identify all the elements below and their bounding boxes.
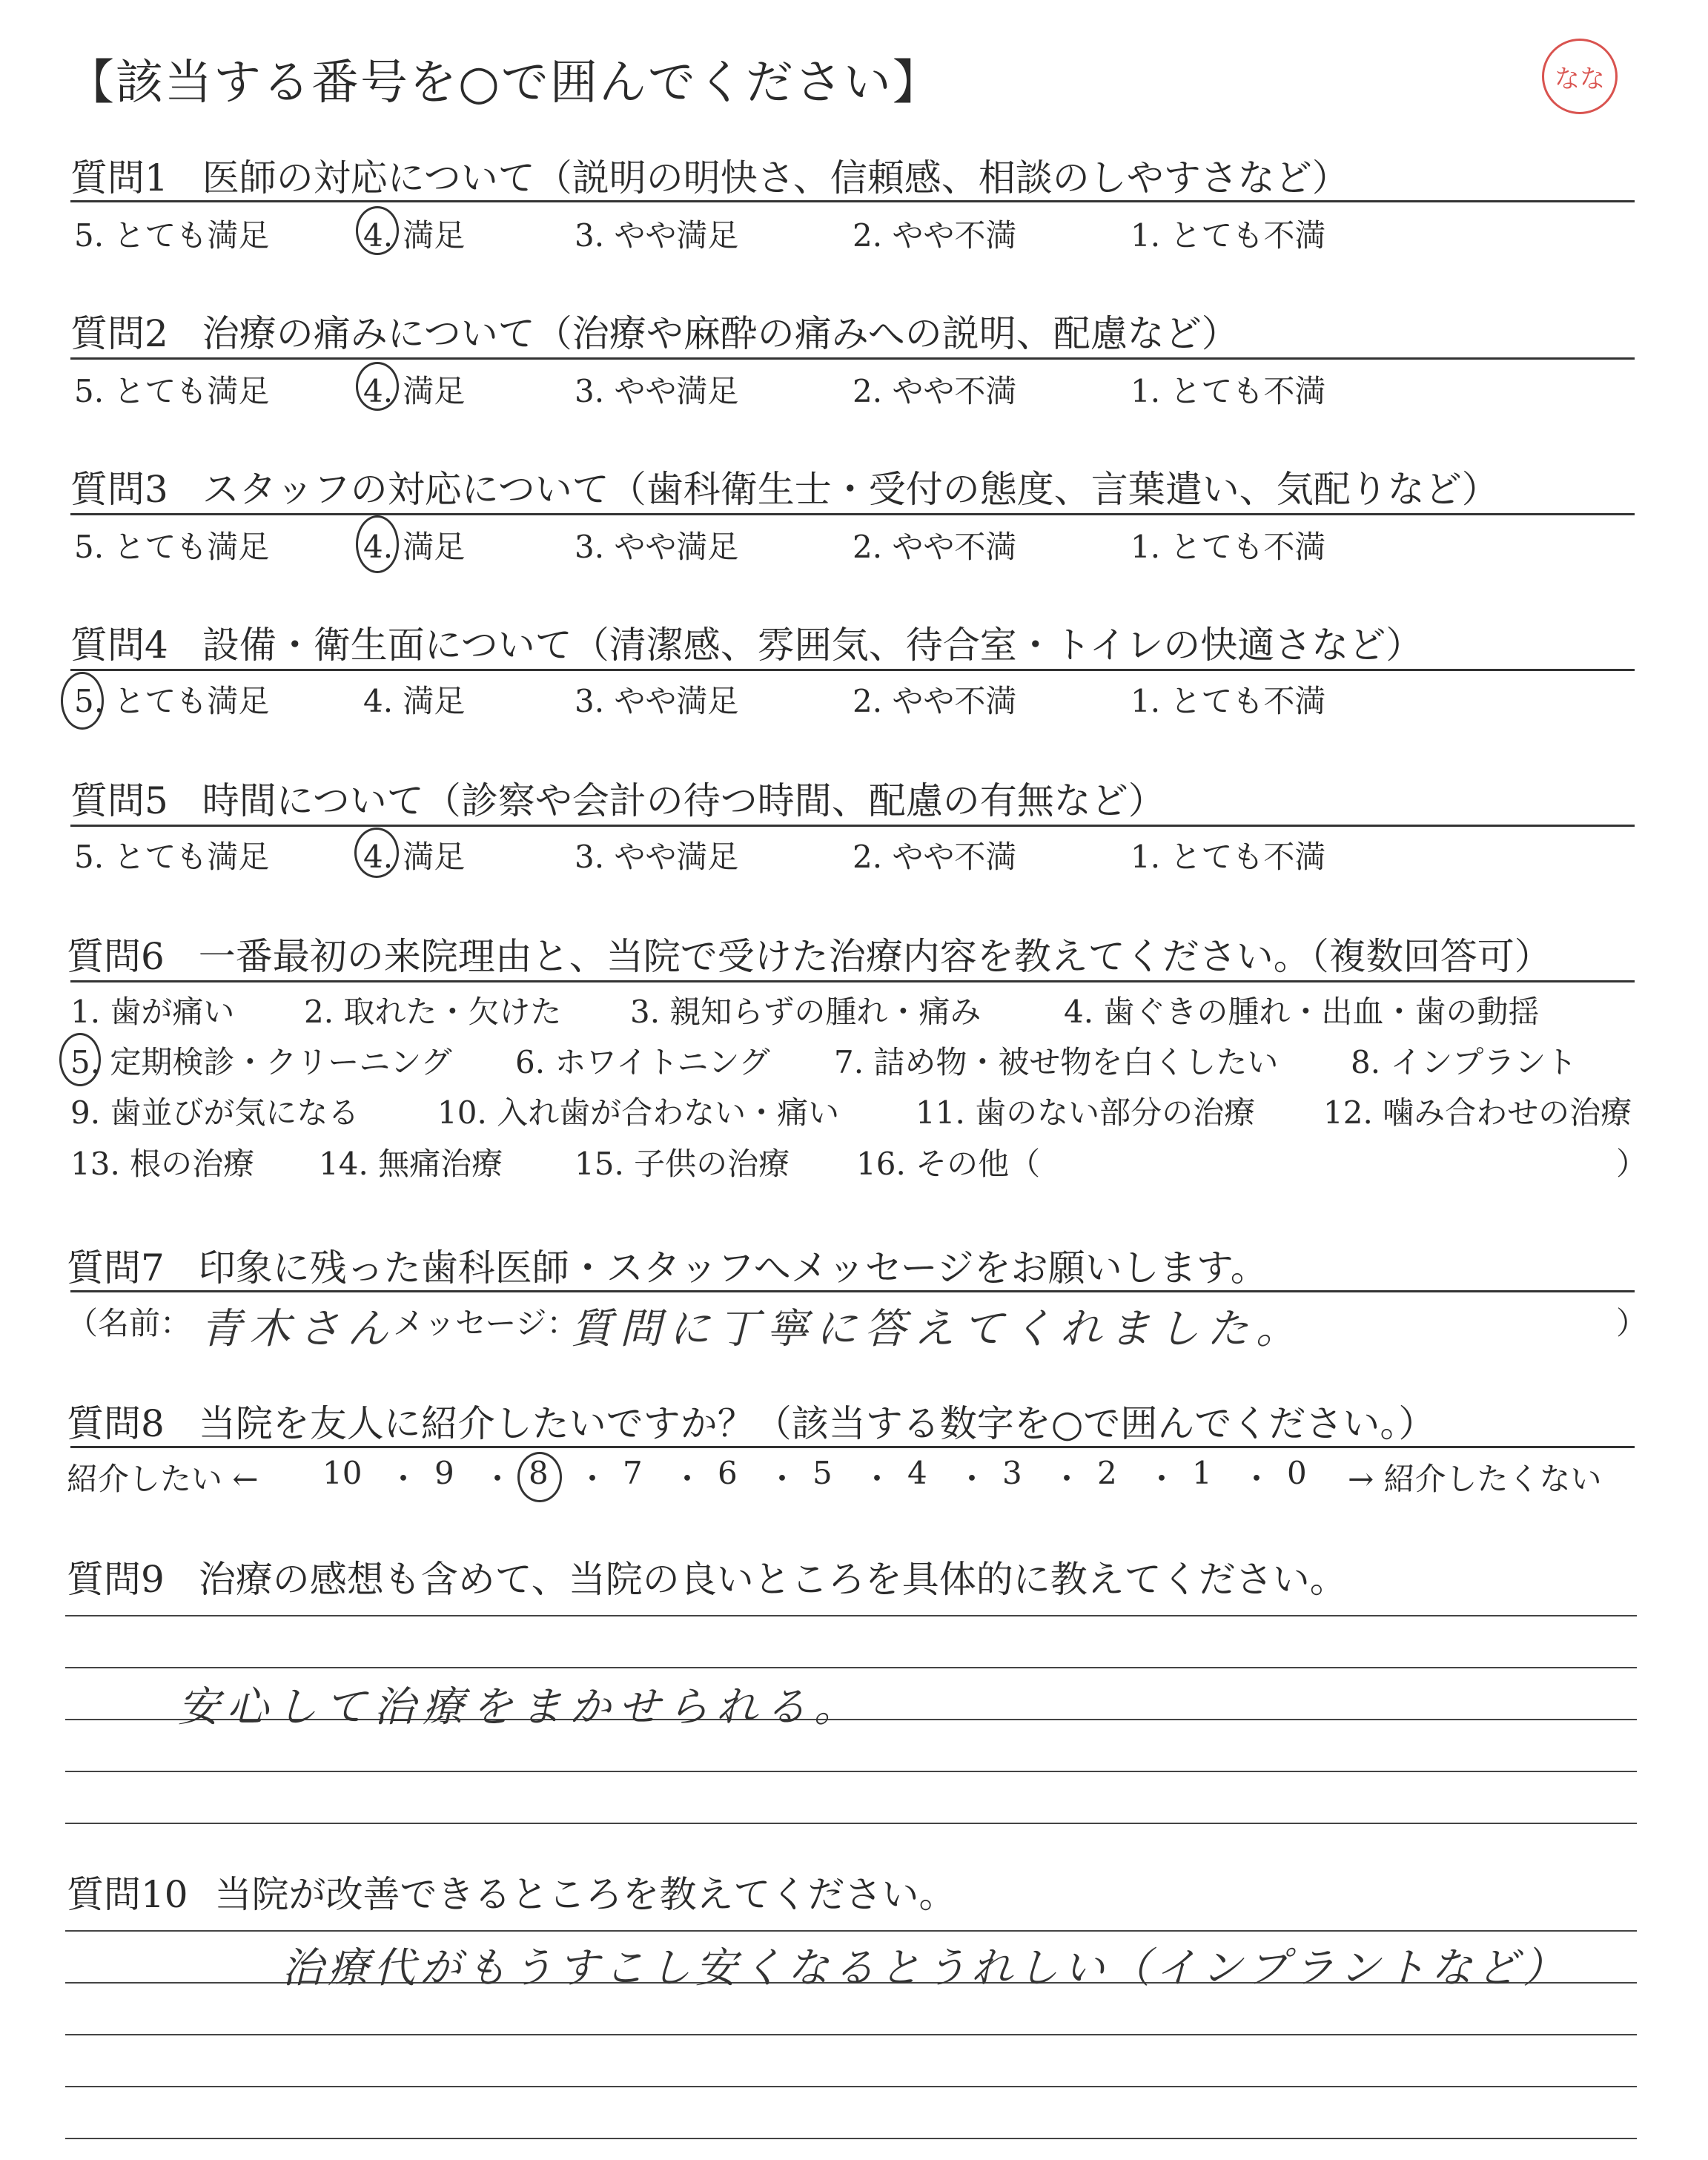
page-title: 【該当する番号を○で囲んでください】 [67, 56, 941, 110]
q1-opt-2[interactable]: 2. やや不満 [853, 217, 1017, 254]
q2-answer-circle [356, 362, 399, 411]
q8-scale-8[interactable]: 8 [529, 1455, 549, 1491]
q8-dot: ・ [577, 1461, 609, 1497]
q3-opt-3[interactable]: 3. やや満足 [575, 529, 739, 565]
q10-answer-text[interactable]: 治療代がもうすこし安くなるとうれしい（インプラントなど） [282, 1944, 1569, 1992]
q1-opt-4[interactable]: 4. 満足 [363, 217, 466, 254]
q1-opt-3[interactable]: 3. やや満足 [575, 217, 739, 254]
q6-option[interactable]: 11. 歯のない部分の治療 [916, 1094, 1256, 1131]
q8-dot: ・ [482, 1461, 514, 1497]
q8-text: 当院を友人に紹介したいですか？（該当する数字を○で囲んでください。） [198, 1402, 1436, 1445]
q2-opt-4[interactable]: 4. 満足 [363, 373, 466, 409]
q2-opt-5[interactable]: 5. とても満足 [74, 373, 270, 409]
q6-option[interactable]: 14. 無痛治療 [319, 1146, 503, 1182]
q4-opt-4[interactable]: 4. 満足 [363, 683, 466, 719]
q8-rule [70, 1446, 1635, 1448]
q7-name-label: （名前： [67, 1305, 192, 1341]
q5-heading [70, 771, 1165, 825]
q8-answer-circle [517, 1452, 562, 1502]
q7-name-field[interactable]: 青木さん [200, 1305, 396, 1353]
q6-option[interactable]: 5. 定期検診・クリーニング [70, 1044, 452, 1080]
q6-option-other[interactable]: 16. その他（ [856, 1146, 1041, 1182]
q2-opt-1[interactable]: 1. とても不満 [1131, 373, 1326, 409]
q6-other-close: ） [1616, 1146, 1648, 1182]
q8-scale-10[interactable]: 10 [322, 1455, 363, 1491]
q3-opt-4[interactable]: 4. 満足 [363, 529, 466, 565]
q8-dot: ・ [388, 1461, 420, 1497]
q6-option[interactable]: 6. ホワイトニング [515, 1044, 770, 1080]
seal-stamp: なな [1542, 39, 1618, 114]
q6-option[interactable]: 2. 取れた・欠けた [304, 994, 562, 1030]
q5-opt-1[interactable]: 1. とても不満 [1131, 839, 1326, 875]
q6-label: 質問6 [67, 935, 165, 978]
q9-answer-line [65, 1771, 1637, 1772]
q6-option[interactable]: 10. 入れ歯が合わない・痛い [437, 1094, 840, 1131]
q4-opt-5[interactable]: 5. とても満足 [74, 683, 270, 719]
q3-heading [70, 460, 1499, 513]
q7-heading [67, 1238, 1268, 1292]
q8-dot: ・ [1146, 1461, 1178, 1497]
q6-option[interactable]: 15. 子供の治療 [575, 1146, 790, 1182]
q2-heading [70, 304, 1239, 357]
q3-rule [70, 513, 1635, 515]
q8-scale-3[interactable]: 3 [1002, 1455, 1022, 1491]
q4-opt-1[interactable]: 1. とても不満 [1131, 683, 1326, 719]
q6-option[interactable]: 8. インプラント [1351, 1044, 1578, 1080]
q1-heading [70, 148, 1349, 202]
q8-dot: ・ [861, 1461, 893, 1497]
q3-opt-2[interactable]: 2. やや不満 [853, 529, 1017, 565]
q5-opt-3[interactable]: 3. やや満足 [575, 839, 739, 875]
q3-answer-circle [356, 515, 399, 573]
q8-scale-0[interactable]: 0 [1287, 1455, 1307, 1491]
q4-rule [70, 669, 1635, 671]
q5-rule [70, 825, 1635, 827]
q1-opt-5[interactable]: 5. とても満足 [74, 217, 270, 254]
q9-text: 治療の感想も含めて、当院の良いところを具体的に教えてください。 [198, 1558, 1347, 1601]
q5-opt-5[interactable]: 5. とても満足 [74, 839, 270, 875]
q4-label: 質問4 [70, 624, 168, 667]
q4-text: 設備・衛生面について（清潔感、雰囲気、待合室・トイレの快適さなど） [202, 624, 1423, 667]
q5-label: 質問5 [70, 779, 168, 822]
q7-close: ） [1616, 1305, 1648, 1341]
q5-opt-4[interactable]: 4. 満足 [363, 839, 466, 875]
q6-rule [70, 980, 1635, 982]
q8-right-label: → 紹介したくない [1348, 1461, 1602, 1497]
q7-message-label: メッセージ： [393, 1305, 578, 1341]
q8-dot: ・ [1241, 1461, 1273, 1497]
q10-answer-line [65, 2086, 1637, 2087]
q8-scale-5[interactable]: 5 [812, 1455, 833, 1491]
q1-answer-circle [356, 206, 399, 255]
q3-text: スタッフの対応について（歯科衛生士・受付の態度、言葉遣い、気配りなど） [202, 468, 1499, 511]
q6-heading [67, 927, 1552, 980]
q3-label: 質問3 [70, 468, 168, 511]
q3-opt-5[interactable]: 5. とても満足 [74, 529, 270, 565]
q6-text: 一番最初の来院理由と、当院で受けた治療内容を教えてください。（複数回答可） [198, 935, 1552, 978]
q8-label: 質問8 [67, 1402, 165, 1445]
q6-option[interactable]: 1. 歯が痛い [70, 994, 235, 1030]
q10-heading [67, 1865, 956, 1918]
q8-scale-2[interactable]: 2 [1097, 1455, 1117, 1491]
q9-answer-line [65, 1615, 1637, 1616]
q5-answer-circle [354, 828, 399, 878]
q1-opt-1[interactable]: 1. とても不満 [1131, 217, 1326, 254]
q6-option[interactable]: 4. 歯ぐきの腫れ・出血・歯の動揺 [1064, 994, 1540, 1030]
q4-heading [70, 615, 1423, 669]
q2-opt-2[interactable]: 2. やや不満 [853, 373, 1017, 409]
q1-label: 質問1 [70, 156, 168, 199]
q9-answer-line [65, 1823, 1637, 1824]
q10-label: 質問10 [67, 1873, 188, 1916]
q2-label: 質問2 [70, 312, 168, 355]
q2-rule [70, 357, 1635, 360]
q3-opt-1[interactable]: 1. とても不満 [1131, 529, 1326, 565]
q4-answer-circle [61, 672, 104, 730]
q5-text: 時間について（診察や会計の待つ時間、配慮の有無など） [202, 779, 1165, 822]
q4-opt-2[interactable]: 2. やや不満 [853, 683, 1017, 719]
q4-opt-3[interactable]: 3. やや満足 [575, 683, 739, 719]
q8-dot: ・ [956, 1461, 988, 1497]
q8-heading [67, 1394, 1435, 1447]
q6-option[interactable]: 12. 噛み合わせの治療 [1323, 1094, 1632, 1131]
q8-scale-4[interactable]: 4 [907, 1455, 927, 1491]
q8-left-label: 紹介したい ← [67, 1461, 259, 1497]
q9-answer-text[interactable]: 安心して治療をまかせられる。 [178, 1683, 863, 1731]
q6-option[interactable]: 3. 親知らずの腫れ・痛み [630, 994, 982, 1030]
q6-answer-circle [59, 1033, 101, 1086]
q10-text: 当院が改善できるところを教えてください。 [214, 1873, 956, 1916]
q9-label: 質問9 [67, 1558, 165, 1601]
q1-rule [70, 200, 1635, 202]
q10-answer-line [65, 1930, 1637, 1932]
q8-dot: ・ [672, 1461, 704, 1497]
q1-text: 医師の対応について（説明の明快さ、信頼感、相談のしやすさなど） [202, 156, 1349, 199]
q6-option[interactable]: 9. 歯並びが気になる [70, 1094, 360, 1131]
q5-opt-2[interactable]: 2. やや不満 [853, 839, 1017, 875]
q2-opt-3[interactable]: 3. やや満足 [575, 373, 739, 409]
q8-dot: ・ [767, 1461, 798, 1497]
q10-answer-line [65, 2034, 1637, 2035]
q9-answer-line [65, 1667, 1637, 1668]
q8-scale-1[interactable]: 1 [1192, 1455, 1212, 1491]
q6-option[interactable]: 13. 根の治療 [70, 1146, 255, 1182]
q7-message-field[interactable]: 質問に丁寧に答えてくれました。 [571, 1305, 1305, 1353]
q6-option[interactable]: 7. 詰め物・被せ物を白くしたい [834, 1044, 1279, 1080]
q8-dot: ・ [1051, 1461, 1083, 1497]
q10-answer-line [65, 2138, 1637, 2139]
q9-heading [67, 1550, 1347, 1603]
q8-scale-7[interactable]: 7 [623, 1455, 643, 1491]
q7-text: 印象に残った歯科医師・スタッフへメッセージをお願いします。 [198, 1246, 1268, 1289]
q2-text: 治療の痛みについて（治療や麻酔の痛みへの説明、配慮など） [202, 312, 1239, 355]
q8-scale-6[interactable]: 6 [718, 1455, 738, 1491]
q7-rule [70, 1290, 1635, 1292]
q7-label: 質問7 [67, 1246, 165, 1289]
q8-scale-9[interactable]: 9 [434, 1455, 454, 1491]
